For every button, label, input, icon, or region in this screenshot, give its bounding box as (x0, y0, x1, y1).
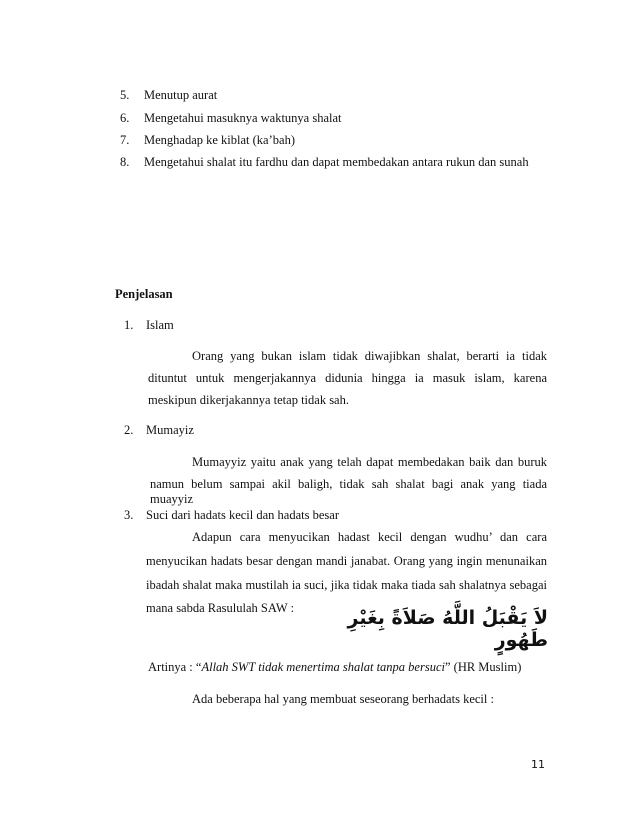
page-number: 11 (531, 758, 545, 771)
list-item: Menutup aurat (144, 88, 218, 102)
paragraph-line: Mumayyiz yaitu anak yang telah dapat membedakan baik dan buruk (192, 455, 547, 469)
paragraph-line: dituntut untuk mengerjakannya didunia hingga ia masuk islam, karena (148, 371, 547, 385)
translation-text: Allah SWT tidak menertima shalat tanpa bersuci (201, 660, 445, 674)
list-number: 8. (120, 155, 130, 169)
section-title-mumayiz: Mumayiz (146, 423, 194, 437)
section-title-suci: Suci dari hadats kecil dan hadats besar (146, 508, 339, 522)
translation-line (148, 660, 521, 675)
list-item: Mengetahui masuknya waktunya shalat (144, 111, 342, 125)
paragraph-line: Orang yang bukan islam tidak diwajibkan shalat, berarti ia tidak (192, 349, 547, 363)
paragraph-line: Ada beberapa hal yang membuat seseorang berhadats kecil : (192, 692, 494, 706)
list-number: 7. (120, 133, 130, 147)
translation-prefix: Artinya : “ (148, 660, 202, 674)
paragraph-line: Adapun cara menyucikan hadast kecil dengan wudhu’ dan cara (192, 530, 547, 544)
section-number: 3. (124, 508, 134, 522)
hadith-arabic-text: لاَ يَقْبَلُ اللَّهُ صَلاَةً بِغَيْرِ طَهُورٍ (347, 607, 548, 651)
paragraph-line: menyucikan hadats besar dengan mandi janabat. Orang yang ingin menunaikan (146, 554, 547, 568)
paragraph-line: namun belum sampai akil baligh, tidak sah shalat bagi anak yang tiada muayyiz (150, 477, 547, 506)
list-number: 6. (120, 111, 130, 125)
translation-source: ” (HR Muslim) (444, 660, 522, 674)
section-number: 2. (124, 423, 134, 437)
paragraph-line: ibadah shalat maka mustilah ia suci, jika tidak maka tiada sah shalatnya sebagai (146, 578, 547, 592)
section-heading: Penjelasan (115, 287, 173, 301)
list-number: 5. (120, 88, 130, 102)
list-item: Mengetahui shalat itu fardhu dan dapat membedakan antara rukun dan sunah (144, 155, 529, 169)
paragraph-line: mana sabda Rasululah SAW : (146, 601, 295, 615)
section-number: 1. (124, 318, 134, 332)
section-title-islam: Islam (146, 318, 174, 332)
paragraph-line: meskipun dikerjakannya tetap tidak sah. (148, 393, 349, 407)
list-item: Menghadap ke kiblat (ka’bah) (144, 133, 295, 147)
